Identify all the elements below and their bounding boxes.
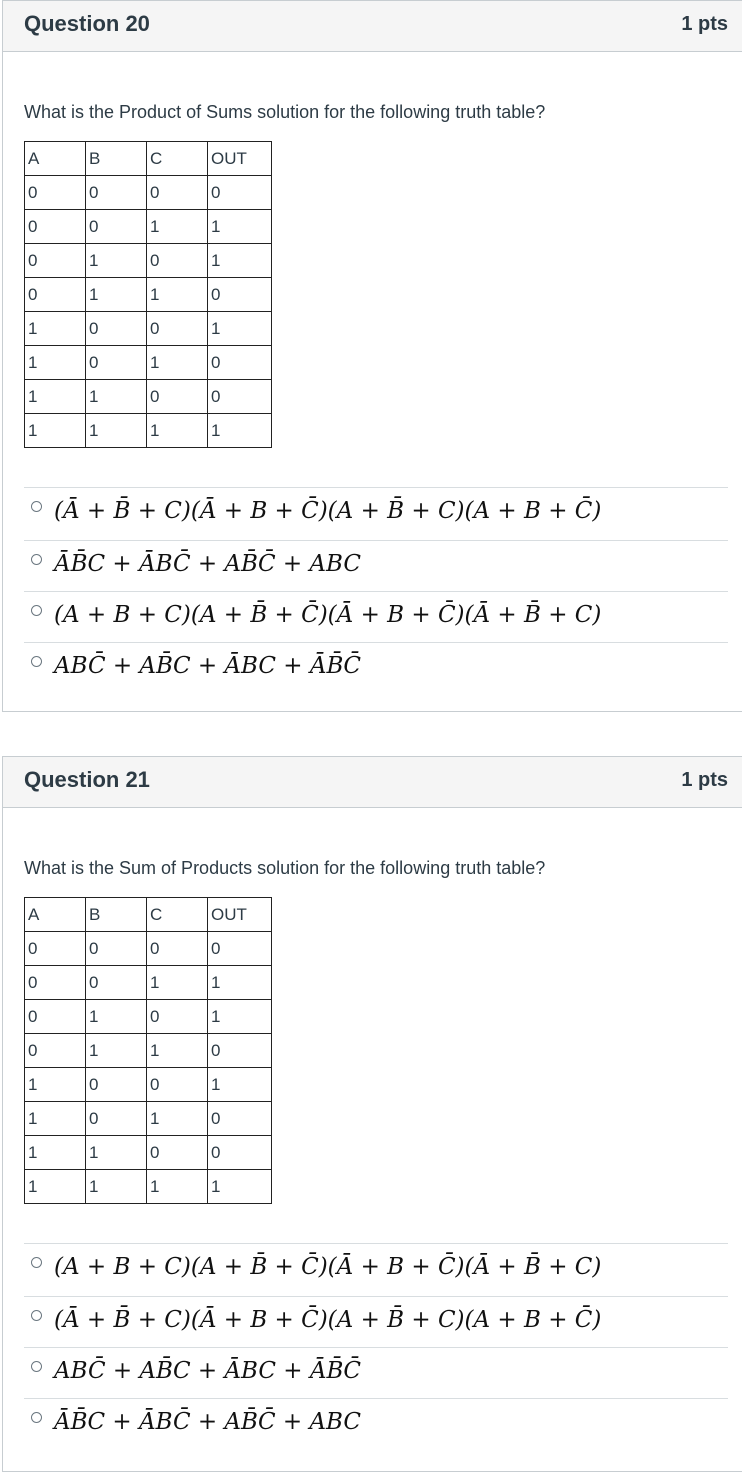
table-row <box>25 1068 272 1102</box>
table-cell: 1 <box>25 1136 86 1170</box>
answer-option[interactable] <box>24 540 728 591</box>
table-cell: 1 <box>86 1034 147 1068</box>
table-cell: 1 <box>25 1170 86 1204</box>
question-title: Question 21 <box>24 767 150 792</box>
table-header-row <box>25 898 272 932</box>
table-row <box>25 932 272 966</box>
table-cell: 0 <box>25 932 86 966</box>
table-cell: 1 <box>147 966 208 1000</box>
table-cell: 1 <box>208 312 272 346</box>
table-cell: 1 <box>86 1136 147 1170</box>
table-cell: 0 <box>25 176 86 210</box>
question-header <box>3 1 742 52</box>
table-cell: 0 <box>86 1102 147 1136</box>
table-cell: 0 <box>25 1034 86 1068</box>
question-text: What is the Sum of Products solution for the following truth table? <box>24 858 546 878</box>
answer-label: ĀB̄C + ĀBC̄ + AB̄C̄ + ABC <box>54 1409 361 1435</box>
answer-option[interactable] <box>24 1243 728 1296</box>
radio-button[interactable] <box>31 1361 42 1372</box>
table-cell: 1 <box>86 380 147 414</box>
radio-button[interactable] <box>31 554 42 565</box>
table-cell: 1 <box>25 1102 86 1136</box>
table-cell: 0 <box>208 176 272 210</box>
table-cell: 0 <box>86 966 147 1000</box>
table-cell: 0 <box>147 1000 208 1034</box>
table-row <box>25 346 272 380</box>
column-header: OUT <box>208 142 272 176</box>
table-row <box>25 210 272 244</box>
table-cell: 0 <box>86 346 147 380</box>
table-cell: 0 <box>25 244 86 278</box>
column-header: C <box>147 898 208 932</box>
answer-option[interactable] <box>24 591 728 642</box>
table-row <box>25 966 272 1000</box>
table-cell: 1 <box>86 278 147 312</box>
radio-button[interactable] <box>31 605 42 616</box>
radio-button[interactable] <box>31 1257 42 1268</box>
table-cell: 1 <box>147 346 208 380</box>
table-row <box>25 1034 272 1068</box>
table-cell: 1 <box>147 210 208 244</box>
table-cell: 0 <box>86 932 147 966</box>
column-header: A <box>25 142 86 176</box>
radio-button[interactable] <box>31 1412 42 1423</box>
table-cell: 0 <box>86 1068 147 1102</box>
table-cell: 1 <box>208 244 272 278</box>
table-cell: 0 <box>25 966 86 1000</box>
table-cell: 1 <box>208 1000 272 1034</box>
column-header: C <box>147 142 208 176</box>
answer-label: (A + B + C)(A + B̄ + C̄)(Ā + B + C̄)(Ā + B̄ + C) <box>54 602 602 628</box>
answer-label: (Ā + B̄ + C)(Ā + B + C̄)(A + B̄ + C)(A + B + C̄) <box>54 1307 602 1333</box>
table-cell: 1 <box>208 1170 272 1204</box>
table-cell: 1 <box>208 210 272 244</box>
truth-table <box>24 141 272 448</box>
answer-option[interactable] <box>24 487 728 540</box>
answer-label: ABC̄ + AB̄C + ĀBC + ĀB̄C̄ <box>54 653 361 679</box>
table-row <box>25 1170 272 1204</box>
table-cell: 0 <box>208 1102 272 1136</box>
answer-label: ABC̄ + AB̄C + ĀBC + ĀB̄C̄ <box>54 1358 361 1384</box>
table-cell: 1 <box>208 966 272 1000</box>
table-cell: 0 <box>147 312 208 346</box>
table-cell: 0 <box>208 1136 272 1170</box>
truth-table <box>24 897 272 1204</box>
question-21-card <box>2 756 742 1472</box>
table-cell: 1 <box>25 1068 86 1102</box>
table-cell: 1 <box>147 414 208 448</box>
question-points: 1 pts <box>681 13 728 35</box>
table-row <box>25 414 272 448</box>
column-header: B <box>86 142 147 176</box>
answer-option[interactable] <box>24 642 728 693</box>
table-cell: 0 <box>208 346 272 380</box>
table-row <box>25 380 272 414</box>
answer-list <box>24 1243 728 1449</box>
table-cell: 0 <box>147 380 208 414</box>
answer-option[interactable] <box>24 1398 728 1449</box>
question-title: Question 20 <box>24 11 150 36</box>
table-cell: 0 <box>86 176 147 210</box>
table-header-row <box>25 142 272 176</box>
table-row <box>25 312 272 346</box>
radio-button[interactable] <box>31 501 42 512</box>
table-cell: 0 <box>208 1034 272 1068</box>
table-cell: 0 <box>25 278 86 312</box>
table-cell: 1 <box>25 380 86 414</box>
table-row <box>25 1136 272 1170</box>
answer-option[interactable] <box>24 1296 728 1347</box>
table-cell: 1 <box>86 244 147 278</box>
radio-button[interactable] <box>31 656 42 667</box>
table-cell: 0 <box>86 312 147 346</box>
table-cell: 0 <box>147 244 208 278</box>
question-points: 1 pts <box>681 769 728 791</box>
column-header: OUT <box>208 898 272 932</box>
table-cell: 1 <box>208 1068 272 1102</box>
table-cell: 1 <box>86 414 147 448</box>
answer-label: ĀB̄C + ĀBC̄ + AB̄C̄ + ABC <box>54 551 361 577</box>
column-header: B <box>86 898 147 932</box>
answer-option[interactable] <box>24 1347 728 1398</box>
answer-list <box>24 487 728 693</box>
table-cell: 1 <box>86 1170 147 1204</box>
table-cell: 1 <box>25 312 86 346</box>
table-cell: 0 <box>147 1068 208 1102</box>
table-cell: 0 <box>208 932 272 966</box>
answer-label: (A + B + C)(A + B̄ + C̄)(Ā + B + C̄)(Ā + B̄ + C) <box>54 1254 602 1280</box>
table-cell: 0 <box>147 176 208 210</box>
table-row <box>25 1102 272 1136</box>
table-row <box>25 1000 272 1034</box>
table-cell: 1 <box>25 346 86 380</box>
table-cell: 1 <box>147 1034 208 1068</box>
table-cell: 0 <box>147 1136 208 1170</box>
table-cell: 1 <box>147 278 208 312</box>
radio-button[interactable] <box>31 1310 42 1321</box>
table-cell: 1 <box>208 414 272 448</box>
table-cell: 1 <box>86 1000 147 1034</box>
table-cell: 0 <box>147 932 208 966</box>
column-header: A <box>25 898 86 932</box>
question-text: What is the Product of Sums solution for the following truth table? <box>24 102 546 122</box>
table-cell: 0 <box>208 278 272 312</box>
table-cell: 1 <box>147 1170 208 1204</box>
answer-label: (Ā + B̄ + C)(Ā + B + C̄)(A + B̄ + C)(A + B + C̄) <box>54 498 602 524</box>
table-cell: 1 <box>25 414 86 448</box>
question-header <box>3 757 742 808</box>
table-row <box>25 176 272 210</box>
table-cell: 1 <box>147 1102 208 1136</box>
table-row <box>25 244 272 278</box>
table-row <box>25 278 272 312</box>
question-20-card <box>2 0 742 712</box>
table-cell: 0 <box>208 380 272 414</box>
table-cell: 0 <box>25 1000 86 1034</box>
table-cell: 0 <box>25 210 86 244</box>
table-cell: 0 <box>86 210 147 244</box>
